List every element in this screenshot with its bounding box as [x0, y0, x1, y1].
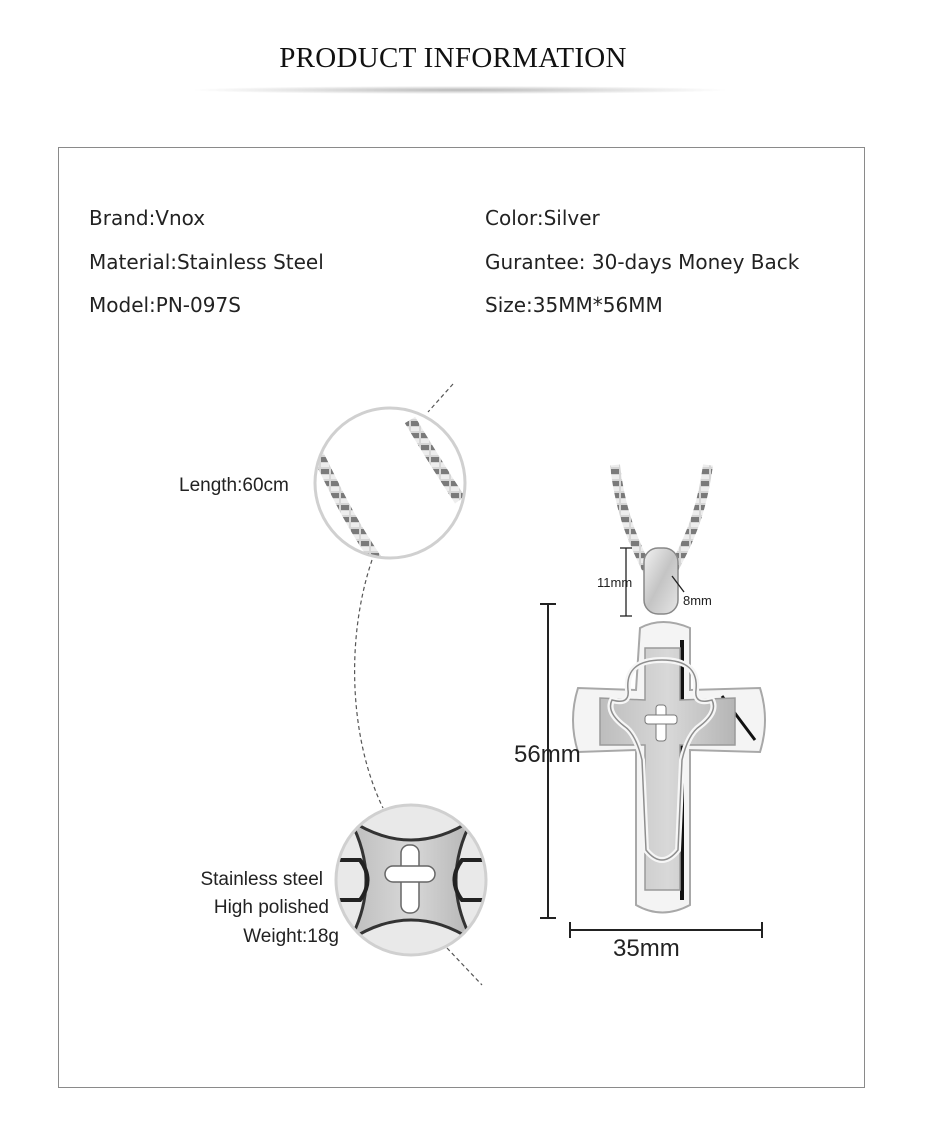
- bail-width-label: 8mm: [683, 593, 712, 608]
- cross-detail-circle: [336, 805, 486, 955]
- spec-brand: Brand:Vnox: [89, 206, 206, 230]
- spec-guarantee: Gurantee: 30-days Money Back: [485, 250, 800, 274]
- material-label: Stainless steel: [200, 869, 323, 890]
- height-dimension-label: 56mm: [514, 741, 581, 768]
- finish-label: High polished: [213, 897, 329, 918]
- weight-label: Weight:18g: [243, 926, 339, 947]
- spec-material: Material:Stainless Steel: [89, 250, 324, 274]
- spec-size: Size:35MM*56MM: [485, 293, 663, 317]
- chain-length-label: Length:60cm: [179, 475, 289, 496]
- pendant-bail: [644, 548, 678, 614]
- chain-detail-circle: [315, 408, 465, 565]
- cross-pendant: [573, 622, 765, 913]
- spec-color: Color:Silver: [485, 206, 600, 230]
- spec-model: Model:PN-097S: [89, 293, 241, 317]
- bail-height-label: 11mm: [597, 575, 633, 590]
- page-title: PRODUCT INFORMATION: [279, 42, 627, 74]
- width-dimension-label: 35mm: [613, 935, 680, 962]
